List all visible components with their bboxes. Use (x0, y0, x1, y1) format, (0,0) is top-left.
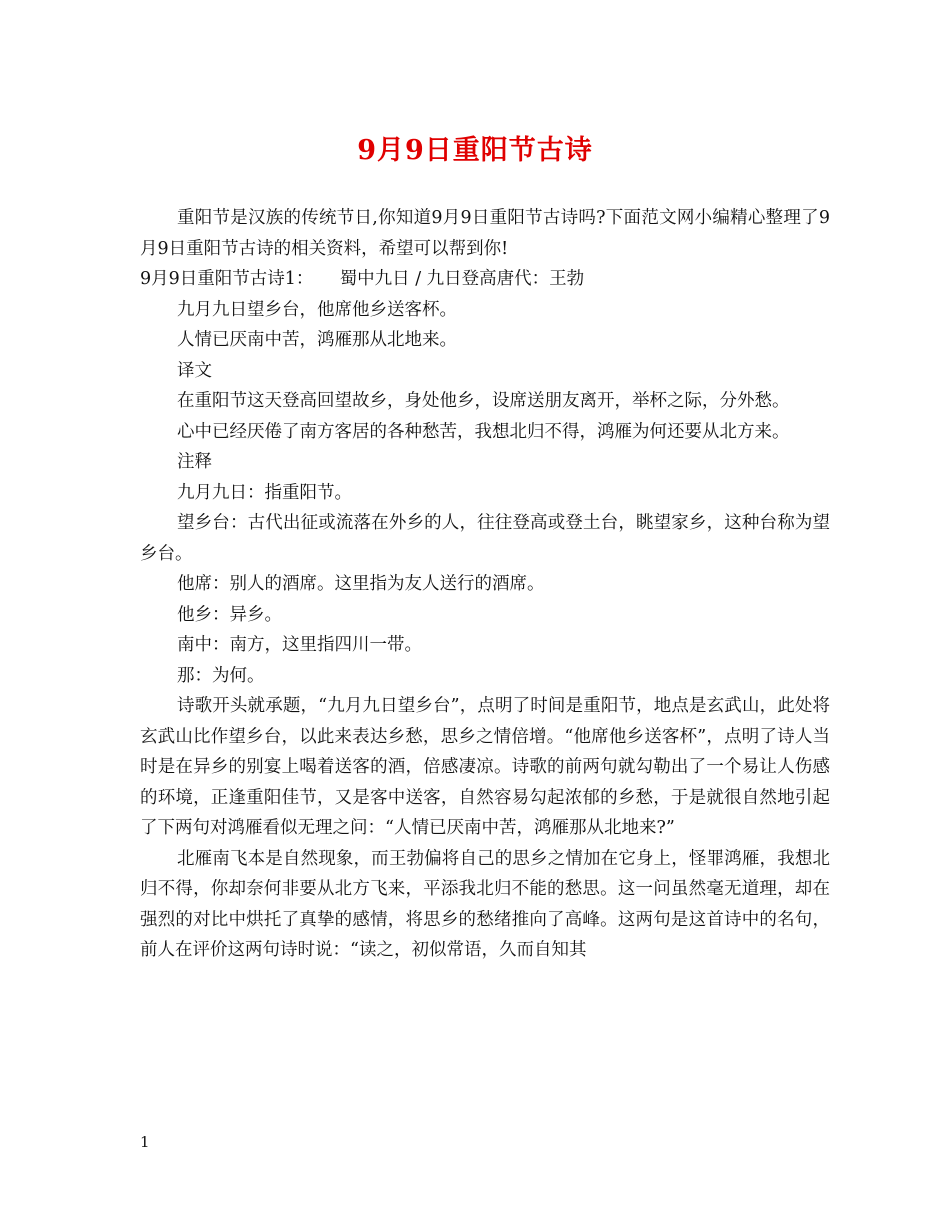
poem-line-2: 人情已厌南中苦，鸿雁那从北地来。 (177, 330, 457, 350)
analysis-paragraph-2: 北雁南飞本是自然现象，而王勃偏将自己的思乡之情加在它身上，怪罪鸿雁，我想北归不得，你却奈何非要从北方飞来，平添我北归不能的愁思。这一问虽然毫无道理，却在强烈的对比中烘托了真挚的感情，将思乡的愁绪推向了高峰。这两句是这首诗中的名句，前人在评价这两句诗时说：“读之，初似常语，久而自知其 (140, 848, 830, 960)
note-taxi: 他席：别人的酒席。这里指为友人送行的酒席。 (177, 574, 545, 594)
note-taxiang: 他乡：异乡。 (177, 604, 282, 625)
notes-heading: 注释 (177, 452, 212, 472)
translation-line-2: 心中已经厌倦了南方客居的各种愁苦，我想北归不得，鸿雁为何还要从北方来。 (177, 421, 790, 442)
translation-heading: 译文 (177, 360, 212, 381)
poem-line-1: 九月九日望乡台，他席他乡送客杯。 (177, 299, 457, 320)
note-jiuyue-jiuri: 九月九日：指重阳节。 (177, 482, 352, 503)
note-wangxiangtai: 望乡台：古代出征或流落在外乡的人，往往登高或登土台，眺望家乡，这种台称为望乡台。 (140, 513, 830, 564)
document-body (140, 203, 830, 966)
document-title: 9月9日重阳节古诗 (357, 135, 593, 166)
poem-heading: 9月9日重阳节古诗1： 蜀中九日 / 九日登高唐代：王勃 (140, 269, 585, 289)
translation-line-1: 在重阳节这天登高回望故乡，身处他乡，设席送朋友离开，举杯之际，分外愁。 (177, 391, 790, 411)
intro-paragraph: 重阳节是汉族的传统节日,你知道9月9日重阳节古诗吗?下面范文网小编精心整理了9月9日重阳节古诗的相关资料，希望可以帮到你! (140, 208, 830, 259)
analysis-paragraph-1: 诗歌开头就承题，“九月九日望乡台”，点明了时间是重阳节，地点是玄武山，此处将玄武山比作望乡台，以此来表达乡愁，思乡之情倍增。“他席他乡送客杯”，点明了诗人当时是在异乡的别宴上喝着送客的酒，倍感凄凉。诗歌的前两句就勾勒出了一个易让人伤感的环境，正逢重阳佳节，又是客中送客，自然容易勾起浓郁的乡愁，于是就很自然地引起了下两句对鸿雁看似无理之问：“人情已厌南中苦，鸿雁那从北地来?” (140, 696, 830, 838)
note-nanzhong: 南中：南方，这里指四川一带。 (177, 635, 422, 655)
note-na: 那：为何。 (177, 665, 265, 686)
page-number: 1 (140, 1133, 150, 1151)
